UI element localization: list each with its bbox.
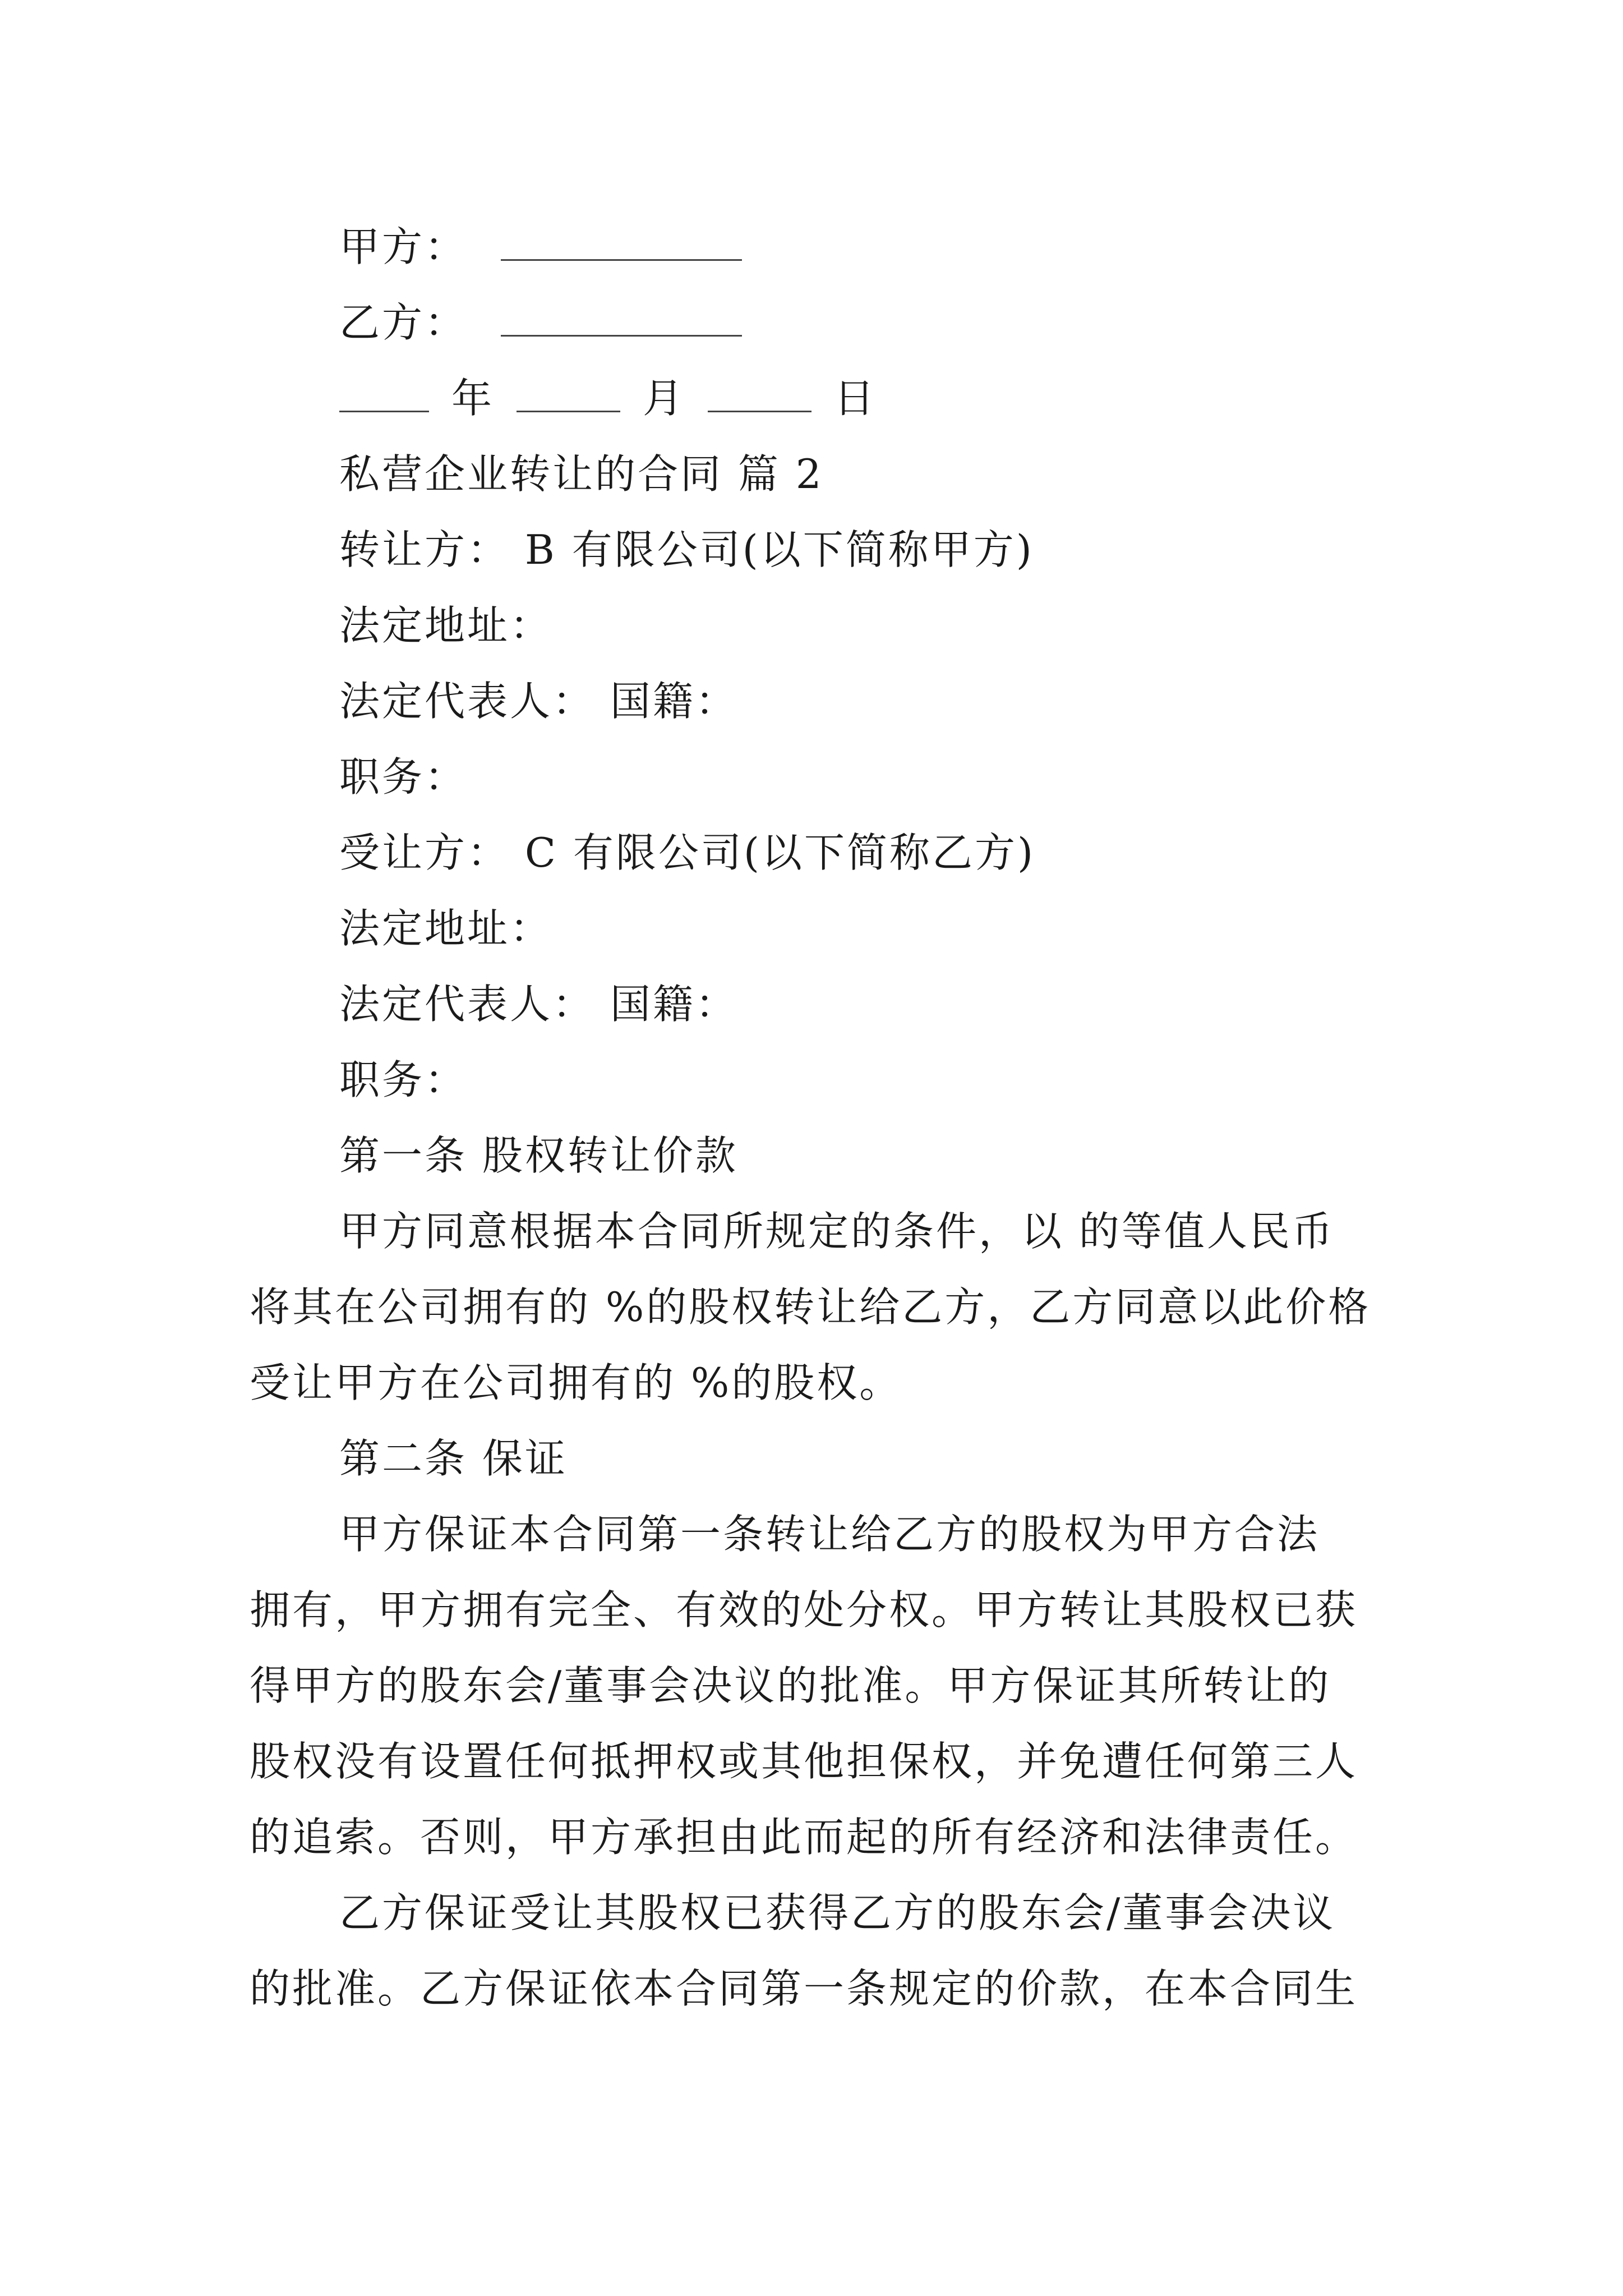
article-1-line: 受让甲方在公司拥有的 %的股权。 — [250, 1359, 902, 1406]
party-a-blank — [501, 224, 742, 261]
month-label: 月 — [643, 375, 686, 422]
year-blank — [339, 376, 429, 412]
article-2-paragraph-1-line: 拥有，甲方拥有完全、有效的处分权。甲方转让其股权已获 — [250, 1586, 1358, 1634]
article-1-line: 将其在公司拥有的 %的股权转让给乙方，乙方同意以此价格 — [250, 1283, 1371, 1331]
article-2-paragraph-1-line: 股权没有设置任何抵押权或其他担保权，并免遭任何第三人 — [250, 1738, 1358, 1785]
date-line — [339, 370, 899, 426]
section-title: 私营企业转让的合同 篇 2 — [339, 450, 824, 498]
article-2-paragraph-1-line: 甲方保证本合同第一条转让给乙方的股权为甲方合法 — [339, 1511, 1320, 1558]
article-2-paragraph-1-line: 得甲方的股东会/董事会决议的批准。甲方保证其所转让的 — [250, 1662, 1331, 1709]
party-b-signature-line — [339, 295, 742, 351]
transferor-position: 职务： — [339, 753, 468, 800]
transferee-address: 法定地址： — [339, 905, 553, 952]
party-a-signature-line — [339, 219, 742, 275]
year-label: 年 — [451, 375, 495, 422]
transferor-line: 转让方： B 有限公司(以下简称甲方) — [339, 526, 1034, 573]
transferee-line: 受让方： C 有限公司(以下简称乙方) — [339, 829, 1036, 876]
transferee-representative: 法定代表人： 国籍： — [339, 981, 738, 1028]
article-1-heading: 第一条 股权转让价款 — [339, 1132, 738, 1179]
party-b-blank — [501, 300, 742, 337]
article-2-paragraph-2-line: 乙方保证受让其股权已获得乙方的股东会/董事会决议 — [339, 1889, 1336, 1936]
day-blank — [708, 376, 811, 412]
party-a-label: 甲方： — [339, 223, 468, 270]
article-2-heading: 第二条 保证 — [339, 1435, 568, 1482]
party-b-label: 乙方： — [339, 299, 468, 346]
article-2-paragraph-2-line: 的批准。乙方保证依本合同第一条规定的价款，在本合同生 — [250, 1965, 1358, 2012]
article-2-paragraph-1-line: 的追索。否则，甲方承担由此而起的所有经济和法律责任。 — [250, 1814, 1358, 1861]
transferee-position: 职务： — [339, 1056, 468, 1103]
transferor-representative: 法定代表人： 国籍： — [339, 678, 738, 725]
month-blank — [517, 376, 620, 412]
transferor-address: 法定地址： — [339, 602, 553, 649]
article-1-line: 甲方同意根据本合同所规定的条件，以 的等值人民币 — [339, 1208, 1335, 1255]
day-label: 日 — [834, 375, 877, 422]
